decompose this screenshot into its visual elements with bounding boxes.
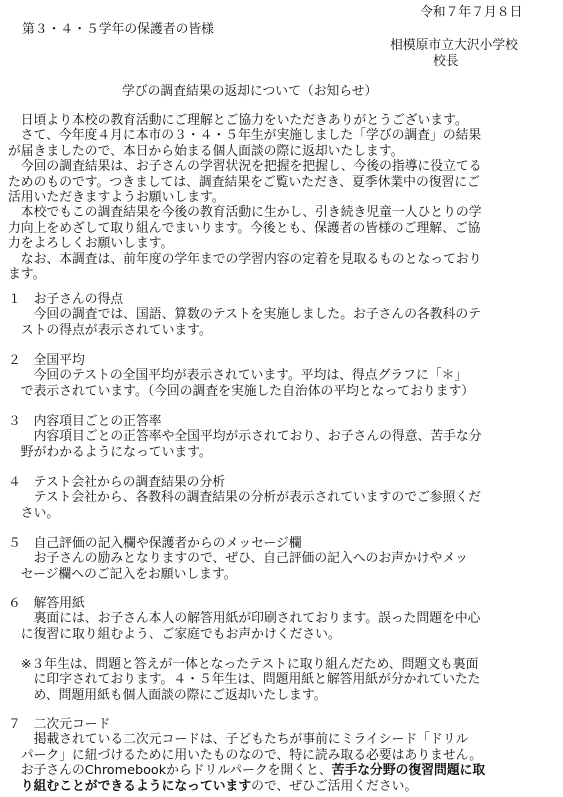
- section-correct-rate: [8, 414, 558, 460]
- section-national-average: [8, 353, 558, 399]
- intro-line: 日頃より本校の教育活動にご理解とご協力をいただきありがとうございます。: [8, 113, 468, 128]
- section-answer-sheet: [8, 596, 558, 642]
- section-line: 今回の調査では、国語、算数のテストを実施しました。お子さんの各教科のテ: [8, 307, 481, 323]
- section-line: ストの得点が表示されています。: [8, 322, 212, 338]
- section-self-evaluation: [8, 536, 558, 582]
- note-line: め、問題用紙も個人面談の際にご返却いたします。: [8, 687, 327, 703]
- note-line: ※３年生は、問題と答えが一体となったテストに取り組んだため、問題文も裏面: [8, 657, 479, 672]
- section-line: パーク」に紐づけるために用いたものなので、特に読み取る必要はありません。: [8, 747, 482, 763]
- note-line: に印字されております。４・５年生は、問題用紙と解答用紙が分かれていたた: [8, 672, 481, 688]
- text-emphasis: 苦手な分野の復習問題に取: [331, 763, 486, 779]
- section-heading: ７ 二次元コード: [8, 717, 111, 732]
- school-name: 相模原市立大沢小学校: [390, 38, 518, 53]
- section-line: 内容項目ごとの正答率や全国平均が示されており、お子さんの得意、苦手な分: [8, 429, 482, 445]
- section-line: で表示されています。（今回の調査を実施した自治体の平均となっております）: [8, 383, 475, 399]
- section-qr-code: [8, 717, 558, 794]
- section-line: に復習に取り組むよう、ご家庭でもお声かけください。: [8, 626, 341, 642]
- intro-line: 今回の調査結果は、お子さんの学習状況を把握を把握し、今後の指導に役立てる: [8, 159, 482, 175]
- section-line: 裏面には、お子さん本人の解答用紙が印刷されております。誤った問題を中心: [8, 611, 481, 627]
- recipient: 第３・４・５学年の保護者の皆様: [22, 22, 214, 37]
- section-heading: ２ 全国平均: [8, 353, 85, 368]
- section-analysis: [8, 475, 558, 521]
- intro-paragraph: [8, 113, 555, 282]
- date: 令和７年７月８日: [420, 5, 523, 20]
- intro-line: ためのものです。つきましては、調査結果をご覧いただき、夏季休業中の復習にご: [8, 174, 480, 190]
- section-line: さい。: [8, 505, 60, 521]
- text-plain: ので、ぜひご活用ください。: [251, 778, 418, 794]
- document-title: 学びの調査結果の返却について（お知らせ）: [122, 84, 378, 99]
- intro-line: 本校でもこの調査結果を今後の教育活動に生かし、引き続き児童一人ひとりの学: [8, 205, 482, 221]
- section-line: テスト会社から、各教科の調査結果の分析が表示されていますのでご参照くだ: [8, 490, 481, 506]
- section-line: 野がわかるようになっています。: [8, 444, 212, 460]
- section-line: 掲載されている二次元コードは、子どもたちが事前にミライシード「ドリル: [8, 732, 469, 748]
- section-heading: ６ 解答用紙: [8, 596, 85, 611]
- section-heading: ５ 自己評価の記入欄や保護者からのメッセージ欄: [8, 536, 302, 551]
- intro-line: 力向上をめざして取り組んでまいります。今後とも、保護者の皆様のご理解、ご協: [8, 220, 481, 236]
- text-plain: お子さんのChromebookからドリルパークを開くと、: [8, 763, 332, 779]
- section-line: お子さんの励みとなりますので、ぜひ、自己評価の記入へのお声かけやメッ: [8, 551, 468, 567]
- intro-line: が届きましたので、本日から始まる個人面談の際に返却いたします。: [8, 143, 404, 159]
- grade3-note: [8, 657, 558, 703]
- section-line: [8, 779, 558, 794]
- section-heading: ３ 内容項目ごとの正答率: [8, 414, 162, 429]
- section-line: [8, 763, 558, 778]
- principal-title: 校長: [433, 54, 459, 69]
- section-heading: １ お子さんの得点: [8, 292, 124, 307]
- section-score: [8, 292, 558, 338]
- intro-line: ます。: [8, 267, 46, 283]
- intro-line: なお、本調査は、前年度の学年までの学習内容の定着を見取るものとなっており: [8, 251, 482, 267]
- intro-line: 力をよろしくお願いします。: [8, 236, 174, 252]
- text-emphasis: り組むことができるようになっています: [8, 778, 252, 794]
- section-heading: ４ テスト会社からの調査結果の分析: [8, 475, 226, 490]
- section-line: セージ欄へのご記入をお願いします。: [8, 566, 237, 582]
- section-line: 今回のテストの全国平均が表示されています。平均は、得点グラフに「＊」: [8, 368, 468, 384]
- intro-line: さて、今年度４月に本市の３・４・５年生が実施しました「学びの調査」の結果: [8, 128, 482, 144]
- intro-line: 活用いただきますようお願いします。: [8, 190, 225, 206]
